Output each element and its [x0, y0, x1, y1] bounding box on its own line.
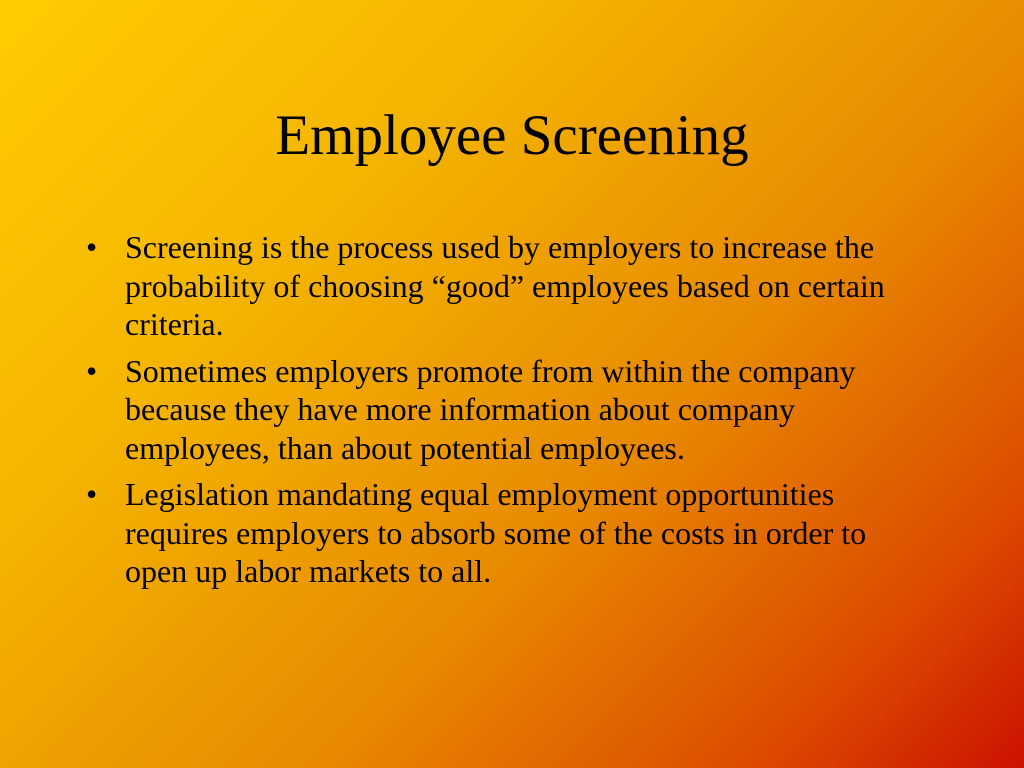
- bullet-item: [84, 228, 914, 344]
- bullet-item: [84, 475, 914, 591]
- bullet-text: Legislation mandating equal employment opportunities requires employers to absorb some of the costs in order to open up labor markets to all.: [125, 476, 867, 589]
- bullet-marker: •: [86, 352, 98, 389]
- bullet-text: Sometimes employers promote from within the company because they have more information about company employees, than about potential employees.: [125, 352, 856, 466]
- slide-title: Employee Screening: [275, 104, 749, 167]
- bullet-marker: •: [86, 229, 98, 265]
- bullet-item: [84, 352, 914, 468]
- bullet-text: Screening is the process used by employers to increase the probability of choosing “good” employees based on certain criteria.: [125, 229, 885, 342]
- bullet-list: [84, 228, 914, 599]
- bullet-marker: •: [86, 476, 98, 512]
